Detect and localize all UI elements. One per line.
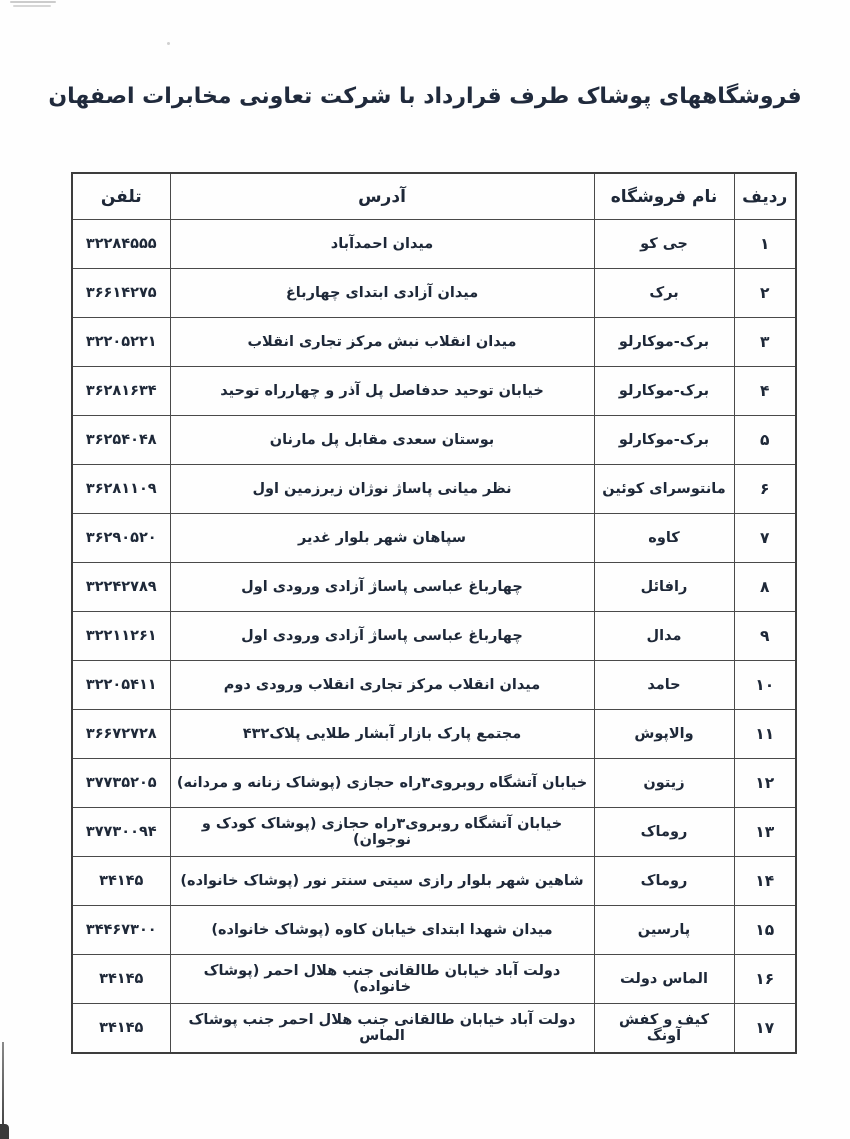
row-number-cell: ۷ [734, 514, 796, 563]
phone-cell: ۳۶۶۱۴۲۷۵ [72, 269, 170, 318]
stores-table [71, 172, 797, 1054]
row-number-cell: ۴ [734, 367, 796, 416]
address-cell: میدان احمدآباد [170, 220, 594, 269]
store-name-cell: روماک [594, 808, 734, 857]
scan-speck [167, 42, 170, 45]
address-cell: چهارباغ عباسی پاساژ آزادی ورودی اول [170, 563, 594, 612]
phone-cell: ۳۴۱۴۵ [72, 1004, 170, 1054]
store-name-cell: مدال [594, 612, 734, 661]
store-name-cell: الماس دولت [594, 955, 734, 1004]
row-number-cell: ۱۶ [734, 955, 796, 1004]
row-number-cell: ۱۰ [734, 661, 796, 710]
phone-cell: ۳۴۴۶۷۳۰۰ [72, 906, 170, 955]
phone-cell: ۳۷۷۳۵۲۰۵ [72, 759, 170, 808]
phone-cell: ۳۷۷۳۰۰۹۴ [72, 808, 170, 857]
table-row [72, 465, 796, 514]
column-header-address: آدرس [170, 173, 594, 220]
table-header-row [72, 173, 796, 220]
address-cell: بوستان سعدی مقابل پل مارنان [170, 416, 594, 465]
phone-cell: ۳۲۲۴۲۷۸۹ [72, 563, 170, 612]
row-number-cell: ۱ [734, 220, 796, 269]
row-number-cell: ۱۷ [734, 1004, 796, 1054]
scan-smudge [13, 5, 51, 7]
table-row [72, 661, 796, 710]
address-cell: میدان انقلاب نبش مرکز تجاری انقلاب [170, 318, 594, 367]
address-cell: میدان انقلاب مرکز تجاری انقلاب ورودی دوم [170, 661, 594, 710]
row-number-cell: ۱۴ [734, 857, 796, 906]
column-header-row-number: ردیف [734, 173, 796, 220]
table-row [72, 759, 796, 808]
store-name-cell: رافائل [594, 563, 734, 612]
phone-cell: ۳۲۲۱۱۲۶۱ [72, 612, 170, 661]
table-row [72, 955, 796, 1004]
address-cell: دولت آباد خیابان طالقانی جنب هلال احمر جنب پوشاک الماس [170, 1004, 594, 1054]
store-name-cell: والاپوش [594, 710, 734, 759]
row-number-cell: ۳ [734, 318, 796, 367]
store-name-cell: زیتون [594, 759, 734, 808]
column-header-phone: تلفن [72, 173, 170, 220]
row-number-cell: ۱۲ [734, 759, 796, 808]
store-name-cell: مانتوسرای کوئین [594, 465, 734, 514]
row-number-cell: ۲ [734, 269, 796, 318]
address-cell: مجتمع پارک بازار آبشار طلایی پلاک۴۳۲ [170, 710, 594, 759]
row-number-cell: ۵ [734, 416, 796, 465]
store-name-cell: جی کو [594, 220, 734, 269]
phone-cell: ۳۲۲۸۴۵۵۵ [72, 220, 170, 269]
table-row [72, 808, 796, 857]
scan-smudge [10, 1, 56, 3]
store-name-cell: برک-موکارلو [594, 416, 734, 465]
store-name-cell: کیف و کفش آونگ [594, 1004, 734, 1054]
table-row [72, 318, 796, 367]
store-name-cell: پارسین [594, 906, 734, 955]
column-header-store-name: نام فروشگاه [594, 173, 734, 220]
phone-cell: ۳۲۲۰۵۴۱۱ [72, 661, 170, 710]
row-number-cell: ۸ [734, 563, 796, 612]
table-row [72, 710, 796, 759]
address-cell: چهارباغ عباسی پاساژ آزادی ورودی اول [170, 612, 594, 661]
address-cell: خیابان آتشگاه روبروی۳راه حجازی (پوشاک زنانه و مردانه) [170, 759, 594, 808]
row-number-cell: ۶ [734, 465, 796, 514]
phone-cell: ۳۶۶۷۲۷۲۸ [72, 710, 170, 759]
store-name-cell: برک-موکارلو [594, 367, 734, 416]
table-row [72, 906, 796, 955]
table-row [72, 1004, 796, 1054]
address-cell: خیابان توحید حدفاصل پل آذر و چهارراه توحید [170, 367, 594, 416]
address-cell: خیابان آتشگاه روبروی۳راه حجازی (پوشاک کودک و نوجوان) [170, 808, 594, 857]
table-row [72, 857, 796, 906]
table-row [72, 220, 796, 269]
row-number-cell: ۱۱ [734, 710, 796, 759]
address-cell: دولت آباد خیابان طالقانی جنب هلال احمر (پوشاک خانواده) [170, 955, 594, 1004]
table-row [72, 612, 796, 661]
store-name-cell: برک [594, 269, 734, 318]
table-row [72, 514, 796, 563]
table-body [72, 220, 796, 1054]
store-name-cell: برک-موکارلو [594, 318, 734, 367]
table-row [72, 563, 796, 612]
page-title: فروشگاههای پوشاک طرف قرارداد با شرکت تعاونی مخابرات اصفهان [48, 84, 802, 109]
phone-cell: ۳۲۲۰۵۲۲۱ [72, 318, 170, 367]
table-row [72, 367, 796, 416]
phone-cell: ۳۴۱۴۵ [72, 955, 170, 1004]
store-name-cell: حامد [594, 661, 734, 710]
row-number-cell: ۱۳ [734, 808, 796, 857]
address-cell: میدان شهدا ابتدای خیابان کاوه (پوشاک خانواده) [170, 906, 594, 955]
phone-cell: ۳۶۲۵۴۰۴۸ [72, 416, 170, 465]
address-cell: میدان آزادی ابتدای چهارباغ [170, 269, 594, 318]
table-row [72, 269, 796, 318]
phone-cell: ۳۴۱۴۵ [72, 857, 170, 906]
store-name-cell: روماک [594, 857, 734, 906]
phone-cell: ۳۶۲۸۱۱۰۹ [72, 465, 170, 514]
address-cell: نظر میانی پاساژ نوژان زیرزمین اول [170, 465, 594, 514]
table-row [72, 416, 796, 465]
phone-cell: ۳۶۲۸۱۶۳۴ [72, 367, 170, 416]
row-number-cell: ۹ [734, 612, 796, 661]
address-cell: سپاهان شهر بلوار غدیر [170, 514, 594, 563]
address-cell: شاهین شهر بلوار رازی سیتی سنتر نور (پوشاک خانواده) [170, 857, 594, 906]
scan-corner-mark [0, 1124, 9, 1139]
row-number-cell: ۱۵ [734, 906, 796, 955]
store-name-cell: کاوه [594, 514, 734, 563]
phone-cell: ۳۶۲۹۰۵۲۰ [72, 514, 170, 563]
